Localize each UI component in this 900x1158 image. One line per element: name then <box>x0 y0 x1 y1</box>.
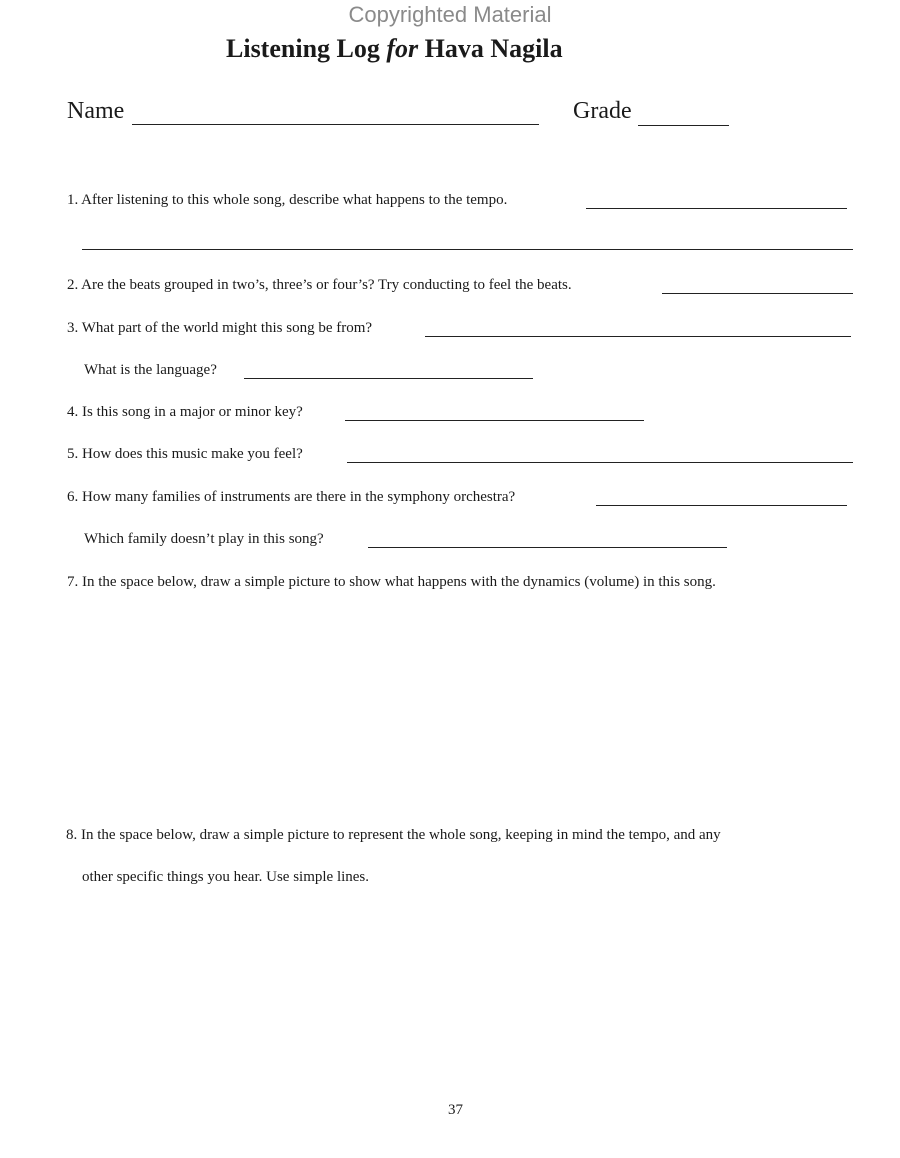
title-prefix: Listening Log <box>226 34 380 63</box>
copyright-watermark: Copyrighted Material <box>348 2 552 27</box>
question-3: 3. What part of the world might this song be from? <box>67 320 373 336</box>
question-2: 2. Are the beats grouped in two’s, three’s or four’s? Try conducting to feel the beats. <box>67 277 572 293</box>
question-4: 4. Is this song in a major or minor key? <box>67 404 303 420</box>
question-3b: What is the language? <box>84 362 217 378</box>
question-1: 1. After listening to this whole song, describe what happens to the tempo. <box>67 192 508 208</box>
page-title <box>226 34 563 64</box>
page-number: 37 <box>448 1102 463 1118</box>
answer-1-line-a[interactable] <box>586 208 847 209</box>
grade-field[interactable] <box>638 125 729 126</box>
answer-6-line[interactable] <box>596 505 847 506</box>
drawing-area-7[interactable] <box>67 600 847 810</box>
answer-3b-line[interactable] <box>244 378 533 379</box>
answer-2-line[interactable] <box>662 293 853 294</box>
answer-4-line[interactable] <box>345 420 644 421</box>
answer-6b-line[interactable] <box>368 547 727 548</box>
name-field[interactable] <box>132 124 539 125</box>
answer-1-line-b[interactable] <box>82 249 853 250</box>
question-8b: other specific things you hear. Use simple lines. <box>82 869 370 885</box>
question-6: 6. How many families of instruments are there in the symphony orchestra? <box>67 489 516 505</box>
question-8: 8. In the space below, draw a simple picture to represent the whole song, keeping in mind the tempo, and any <box>66 827 721 843</box>
title-song: Hava Nagila <box>424 34 563 63</box>
question-5: 5. How does this music make you feel? <box>67 446 303 462</box>
title-for: for <box>386 34 419 63</box>
drawing-area-8[interactable] <box>67 895 847 1085</box>
name-label: Name <box>67 98 125 124</box>
question-6b: Which family doesn’t play in this song? <box>84 531 324 547</box>
question-7: 7. In the space below, draw a simple picture to show what happens with the dynamics (volume) in this song. <box>67 574 716 590</box>
grade-label: Grade <box>573 98 632 124</box>
answer-5-line[interactable] <box>347 462 853 463</box>
answer-3-line[interactable] <box>425 336 851 337</box>
